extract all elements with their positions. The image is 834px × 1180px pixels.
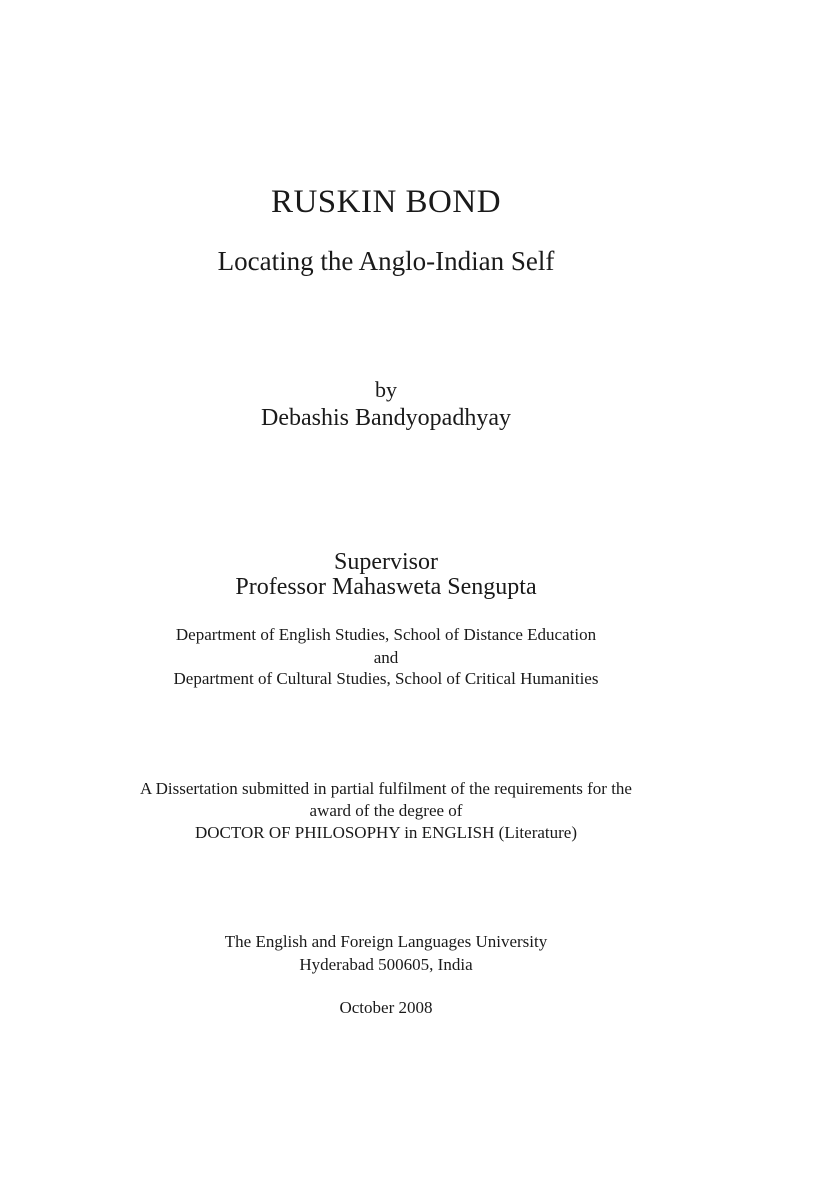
department-line-2: Department of Cultural Studies, School of Critical Humanities: [173, 669, 599, 688]
department-line-1: Department of English Studies, School of Distance Education: [175, 625, 597, 644]
supervisor-label: Supervisor: [334, 549, 438, 575]
thesis-title: RUSKIN BOND: [270, 184, 502, 220]
author-name: Debashis Bandyopadhyay: [261, 405, 511, 431]
department-and: and: [373, 648, 399, 667]
submission-date: October 2008: [339, 998, 433, 1017]
thesis-subtitle: Locating the Anglo-Indian Self: [217, 246, 555, 276]
by-label: by: [375, 377, 397, 402]
dissertation-line-3: DOCTOR OF PHILOSOPHY in ENGLISH (Literature): [194, 823, 577, 842]
university-address: Hyderabad 500605, India: [299, 955, 473, 974]
dissertation-line-2: award of the degree of: [309, 801, 463, 820]
dissertation-line-1: A Dissertation submitted in partial fulfilment of the requirements for the: [140, 779, 632, 798]
university-name: The English and Foreign Languages University: [224, 932, 548, 951]
supervisor-name: Professor Mahasweta Sengupta: [235, 574, 537, 600]
